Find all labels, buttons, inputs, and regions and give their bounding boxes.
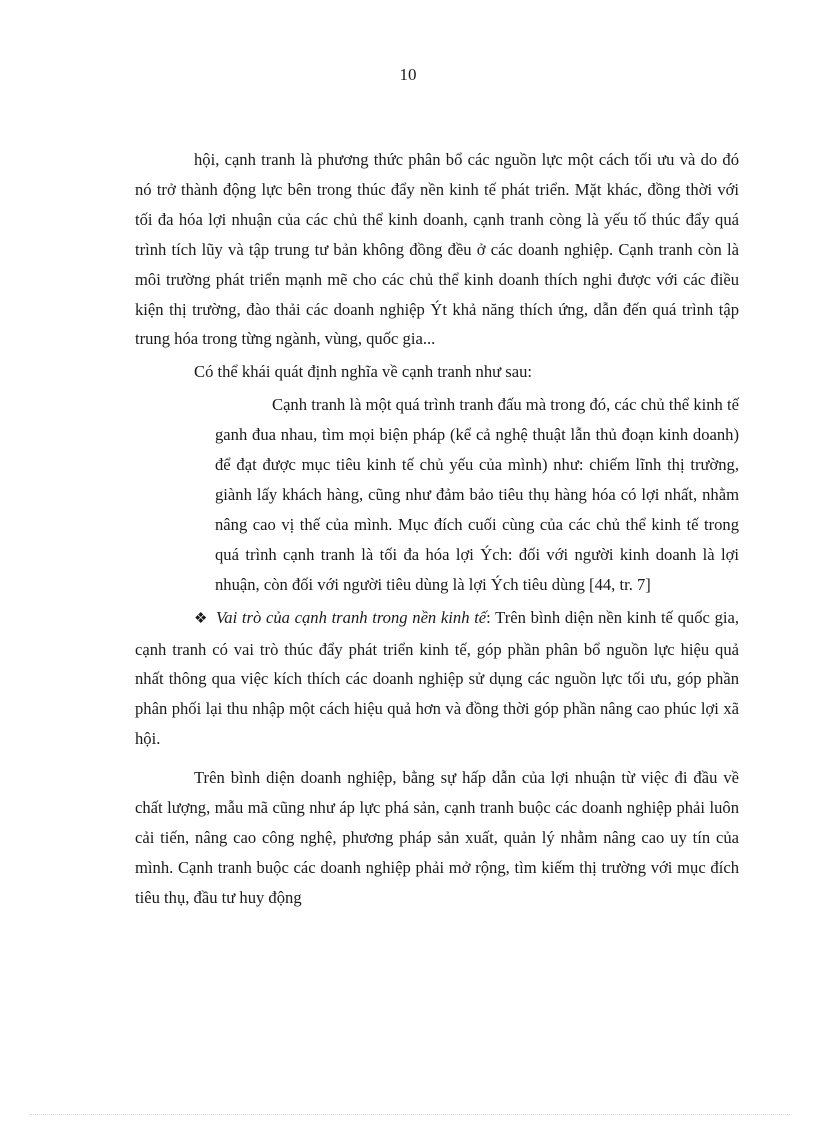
- page-body: [135, 145, 739, 913]
- paragraph-competition-allocation: hội, cạnh tranh là phương thức phân bổ các nguồn lực một cách tối ưu và do đó nó trở thành động lực bên trong thúc đẩy nền kinh tế phát triển. Mặt khác, đồng thời với tối đa hóa lợi nhuận của các chủ thể kinh doanh, cạnh tranh còng là yếu tố thúc đẩy quá trình tích lũy và tập trung tư bản không đồng đều ở các doanh nghiệp. Cạnh tranh còn là môi trường phát triển mạnh mẽ cho các chủ thể kinh doanh thích nghi được với các điều kiện thị trường, đào thải các doanh nghiệp Ýt khả năng thích ứng, dẫn đến quá trình tập trung hóa trong từng ngành, vùng, quốc gia...: [135, 150, 739, 349]
- definition-quote: [215, 390, 739, 599]
- definition-quote-text: Cạnh tranh là một quá trình tranh đấu mà trong đó, các chủ thể kinh tế ganh đua nhau, tìm mọi biện pháp (kể cả nghệ thuật lẫn thủ đoạn kinh doanh) để đạt được mục tiêu kinh tế chủ yếu của mình) như: chiếm lĩnh thị trường, giành lấy khách hàng, cũng như đảm bảo tiêu thụ hàng hóa có lợi nhất, nhằm nâng cao vị thế của mình. Mục đích cuối cùng của các chủ thể kinh tế trong quá trình cạnh tranh là tối đa hóa lợi Ých: đối với người kinh doanh là lợi nhuận, còn đối với người tiêu dùng là lợi Ých tiêu dùng [44, tr. 7]: [215, 395, 739, 594]
- role-heading: Vai trò của cạnh tranh trong nền kinh tế: [216, 607, 487, 627]
- diamond-bullet-icon: ❖: [194, 610, 208, 627]
- role-text: : Trên bình diện nền kinh tế quốc gia, cạnh tranh có vai trò thúc đẩy phát triển kinh tế, góp phần phân bổ nguồn lực hiệu quả nhất thông qua việc kích thích các doanh nghiệp sử dụng các nguồn lực tối ưu, góp phần phân phối lại thu nhập một cách hiệu quả hơn và đồng thời góp phần nâng cao phúc lợi xã hội.: [135, 607, 739, 749]
- paragraph-enterprise-level: Trên bình diện doanh nghiệp, bằng sự hấp dẫn của lợi nhuận từ việc đi đầu về chất lượng, mẫu mã cũng như áp lực phá sản, cạnh tranh buộc các doanh nghiệp phải luôn cải tiến, nâng cao công nghệ, phương pháp sản xuất, quản lý nhằm nâng cao uy tín của mình. Cạnh tranh buộc các doanh nghiệp phải mở rộng, tìm kiếm thị trường với mục đích tiêu thụ, đầu tư huy động: [135, 768, 739, 907]
- page-bottom-divider: [30, 1114, 790, 1115]
- paragraph-role-of-competition: [135, 603, 739, 755]
- page-number: 10: [399, 65, 417, 84]
- paragraph-definition-intro: Có thể khái quát định nghĩa về cạnh tranh như sau:: [194, 362, 533, 382]
